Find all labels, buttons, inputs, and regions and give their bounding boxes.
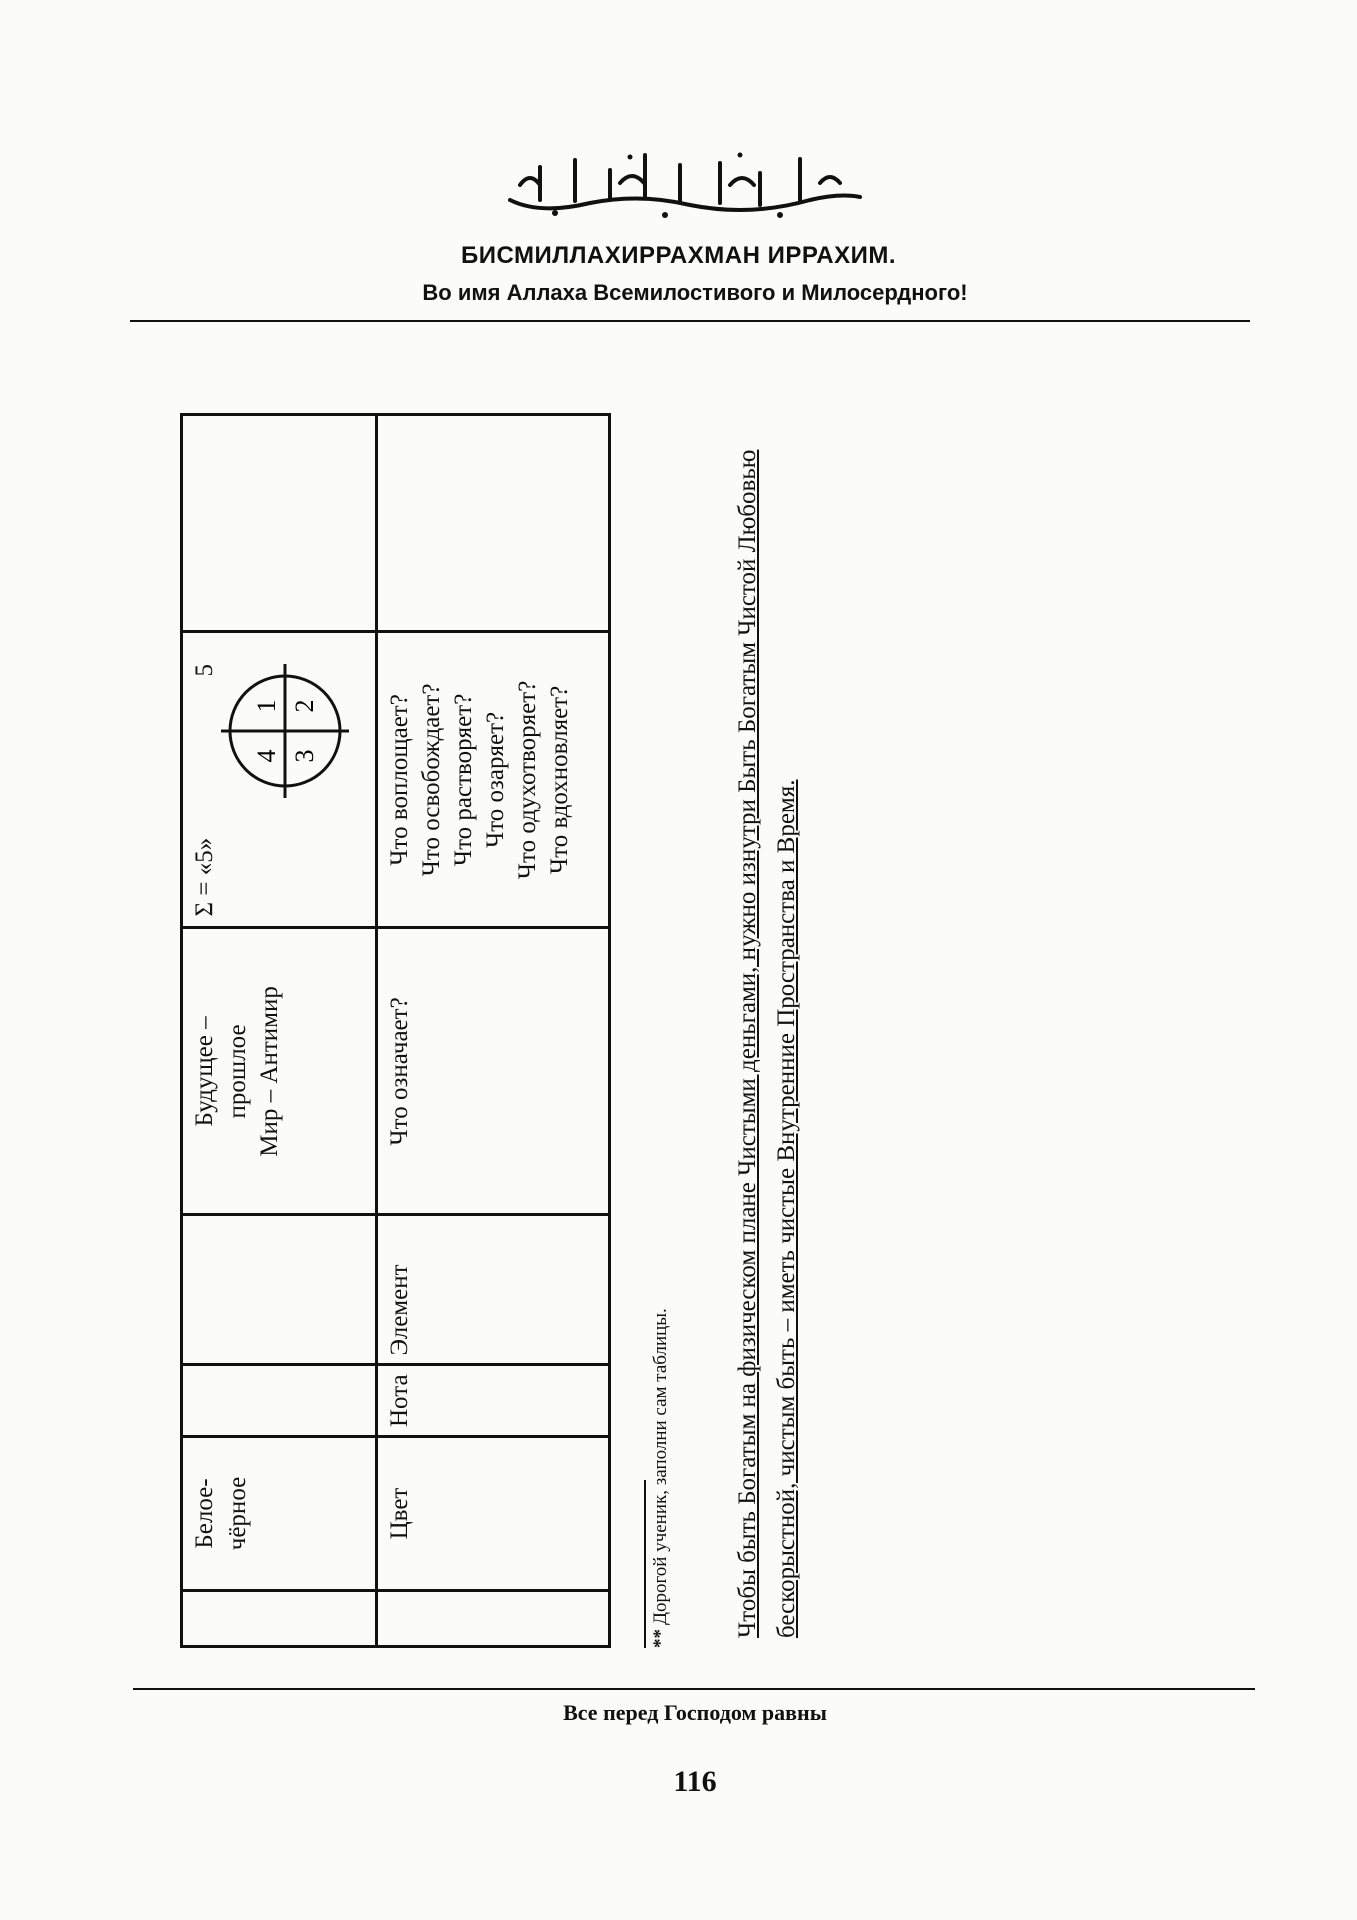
- table-row: [377, 415, 610, 1647]
- note-label: Нота: [386, 1374, 413, 1427]
- table-cell-future-past: [182, 928, 377, 1215]
- header-title: БИСМИЛЛАХИРРАХМАН ИРРАХИМ.: [460, 242, 896, 269]
- footnote: [650, 1308, 672, 1648]
- future-past-line: прошлое: [223, 1024, 251, 1119]
- footnote-marker: **: [650, 1629, 671, 1648]
- footnote-text: Дорогой ученик, заполни сам таблицы.: [650, 1308, 671, 1625]
- quadrant-number: 3: [290, 749, 319, 763]
- table-cell-white-black: [182, 1437, 377, 1591]
- table-cell-empty: [377, 1591, 610, 1647]
- quadrant-number: 1: [252, 699, 281, 713]
- table-cell-empty: [377, 415, 610, 632]
- quadrant-number: 4: [252, 749, 281, 763]
- rotated-content: [180, 328, 960, 1648]
- header-divider: [130, 320, 1250, 322]
- question-item: Что вдохновляет?: [546, 685, 573, 875]
- body-paragraph: Чтобы быть Богатым на физическом плане Чистыми деньгами, нужно изнутри Быть Богатым Чистой Любовью бескорыстной, чистым быть – иметь чистые Внутренние Пространства и Время.: [734, 449, 800, 1638]
- question-item: Что освобождает?: [418, 683, 445, 877]
- footer-divider: [133, 1688, 1255, 1690]
- question-item: Что растворяет?: [450, 693, 477, 867]
- table-cell-empty: [182, 1591, 377, 1647]
- table-cell-color: [377, 1437, 610, 1591]
- future-past-line: Будущее –: [191, 1016, 218, 1127]
- quadrant-circle-diagram: [213, 656, 353, 806]
- meaning-label: Что означает?: [386, 997, 413, 1146]
- table-cell-sum: [182, 632, 377, 928]
- sum-label: Σ = «5»: [191, 837, 218, 917]
- question-item: Что озаряет?: [482, 711, 509, 849]
- header-subtitle: Во имя Аллаха Всемилостивого и Милосердного!: [422, 280, 968, 305]
- page-number: 116: [673, 1765, 717, 1798]
- table-cell-note: [377, 1365, 610, 1437]
- table-cell-empty: [182, 1215, 377, 1365]
- future-past-line: Мир – Антимир: [256, 986, 283, 1157]
- question-item: Что воплощает?: [386, 694, 413, 866]
- sum-value: 5: [191, 663, 218, 677]
- footnote-divider: [644, 1480, 646, 1648]
- table-cell-meaning: [377, 928, 610, 1215]
- bismillah-calligraphy: [480, 145, 880, 225]
- table-row: [182, 415, 377, 1647]
- questions-list: [384, 641, 576, 918]
- question-item: Что одухотворяет?: [514, 680, 541, 880]
- table-cell-element: [377, 1215, 610, 1365]
- quadrant-number: 2: [290, 699, 319, 713]
- footer-text: Все перед Господом равны: [563, 1700, 827, 1725]
- table-cell-questions: [377, 632, 610, 928]
- worksheet-table: [180, 413, 611, 1648]
- color-label: Цвет: [386, 1487, 413, 1540]
- white-black-label: Белое-чёрное: [191, 1476, 251, 1551]
- table-cell-empty: [182, 415, 377, 632]
- element-label: Элемент: [386, 1264, 413, 1356]
- table-cell-empty: [182, 1365, 377, 1437]
